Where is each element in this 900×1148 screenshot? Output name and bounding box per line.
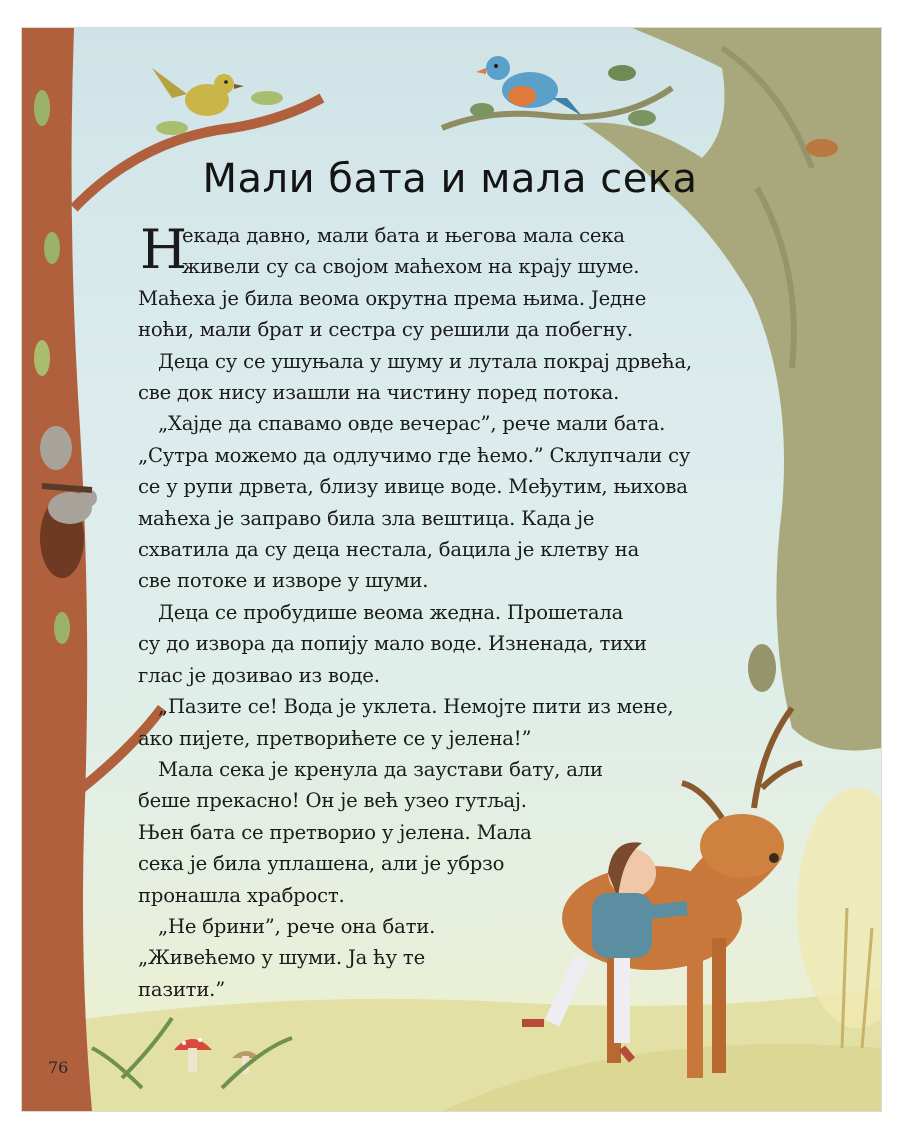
story-line: „Не брини”, рече она бати. [158, 914, 436, 938]
story-line: сека је била уплашена, али је убрзо [138, 852, 505, 876]
leaf [156, 121, 188, 135]
leaf [44, 232, 60, 264]
leaf [608, 65, 636, 81]
leaf [470, 103, 494, 117]
story-line: ако пијете, претворићете се у јелена!” [138, 726, 532, 750]
story-line: Мала сека је кренула да заустави бату, али [158, 757, 603, 781]
story-line: екада давно, мали бата и његова мала сека [182, 224, 625, 247]
story-line: пронашла храброст. [138, 883, 345, 907]
leaf [628, 110, 656, 126]
story-line: Маћеха је била веома окрутна према њима. Једне [138, 286, 647, 310]
story-line: Њен бата се претворио у јелена. Мала [138, 820, 532, 844]
story-line: све потоке и изворе у шуми. [138, 569, 429, 593]
story-line: Деца се пробудише веома жедна. Прошетала [158, 600, 624, 624]
story-line: се у рупи дрвета, близу ивице воде. Међутим, њихова [138, 475, 688, 499]
leaf [34, 340, 50, 376]
story-line: све док нису изашли на чистину поред потока. [138, 381, 620, 405]
story-line: „Сутра можемо да одлучимо где ћемо.” Склупчали су [138, 443, 691, 467]
story-line: схватила да су деца нестала, бацила је клетву на [138, 538, 640, 562]
story-line: су до извора да попију мало воде. Изненада, тихи [138, 632, 647, 656]
story-line: „Живећемо у шуми. Ја ћу те [138, 946, 425, 970]
page-number: 76 [48, 1058, 69, 1077]
right-tree-knot [748, 644, 776, 692]
story-title: Мали бата и мала сека [202, 156, 698, 202]
leaf [806, 139, 838, 157]
leaf [251, 91, 283, 105]
yellow-bird [152, 68, 244, 116]
story-line: „Пазите се! Вода је уклета. Немојте пити из мене, [158, 695, 674, 719]
story-line: „Хајде да спавамо овде вечерас”, рече мали бата. [158, 412, 666, 436]
story-line: беше прекасно! Он је већ узео гутљај. [138, 789, 527, 813]
story-line: ноћи, мали брат и сестра су решили да побегну. [138, 318, 633, 342]
leaf [34, 90, 50, 126]
book-page [22, 28, 881, 1111]
leaf [54, 612, 70, 644]
story-line: живели су са својом маћехом на крају шуме. [182, 255, 640, 279]
drop-cap: Н [140, 218, 188, 281]
story-line: Деца су се ушуњала у шуму и лутала покрај дрвећа, [158, 349, 692, 373]
story-line: глас је дозивао из воде. [138, 663, 380, 687]
story-line: маћеха је заправо била зла вештица. Када је [138, 506, 595, 530]
story-text [138, 220, 738, 1005]
story-line: пазити.” [138, 977, 226, 1001]
bush-right [797, 788, 881, 1028]
